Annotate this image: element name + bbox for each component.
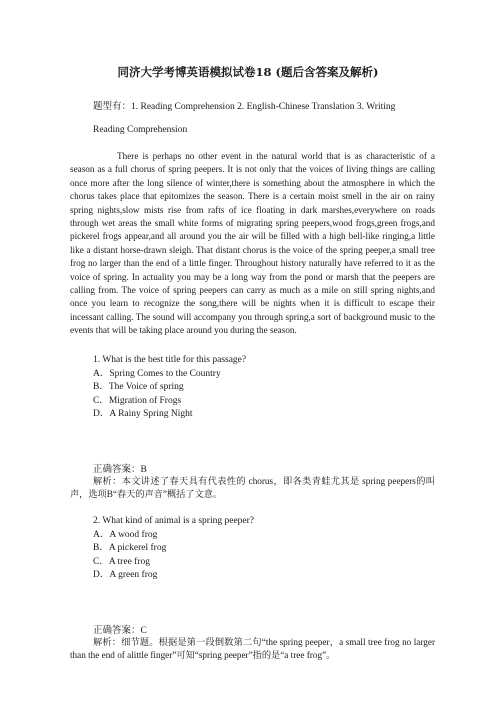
option-a: A．A wood frog [93,530,158,540]
question-stem: 2. What kind of animal is a spring peeper? [93,516,255,526]
document-title: 同济大学考博英语模拟试卷18 (题后含答案及解析) [117,65,379,79]
question-2 [93,516,254,583]
option-c: C．A tree frog [93,556,150,567]
answer-2: 正确答案：C [93,626,147,636]
section-heading: Reading Comprehension [93,125,188,135]
question-stem: 1. What is the best title for this passage? [93,355,247,365]
option-b: B．A pickerel frog [93,543,167,554]
option-d: D．A Rainy Spring Night [93,409,193,420]
question-1 [93,355,246,422]
option-b: B．The Voice of spring [93,382,184,393]
option-d: D．A green frog [93,570,158,581]
reading-passage: There is perhaps no other event in the natural world that is as characteristic of a season as a full chorus of spring peepers. It is not only that the voices of living things are calling once more after the long silence of winter,there is something about the atmosphere in which the chorus takes place that epitomizes the season. There is a certain moist smell in the air on rainy spring nights,slow mists rise from rafts of ice floating in dark marshes,everywhere on roads through wet areas the small white forms of migrating spring peepers,wood frogs,green frogs,and pickerel frogs appear,and all around you the air will be filled with a high bell-like ringing,a little like a distant horse-drawn sleigh. That distant chorus is the voice of the spring peeper,a small tree frog no larger than the end of a little finger. Throughout history naturally have referred to it as the voice of spring. In actuality you may be a long way from the pond or marsh that the peepers are calling from. The voice of spring peepers can carry as much as a mile on still spring nights,and once you learn to recognize the song,there will be nights when it is difficult to escape their incessant calling. The sound will accompany you through spring,a sort of background music to the events that will be taking place around you during the season. [70,151,435,336]
option-a: A．Spring Comes to the Country [93,369,221,379]
answer-1: 正确答案：B [93,465,147,475]
option-c: C．Migration of Frogs [93,395,182,406]
explanation-2: 解析：细节题。根据是第一段倒数第二句“the spring peeper，a small tree frog no larger than the end of alittle finger”可知“spring peeper”指的是“a tree frog”。 [70,637,435,661]
explanation-1: 解析：本文讲述了春天具有代表性的 chorus，即各类青蛙尤其是 spring peepers的叫声，选项B“春天的声音”概括了文意。 [70,476,435,500]
question-types-line: 题型有：1. Reading Comprehension 2. English-Chinese Translation 3. Writing [93,102,396,112]
